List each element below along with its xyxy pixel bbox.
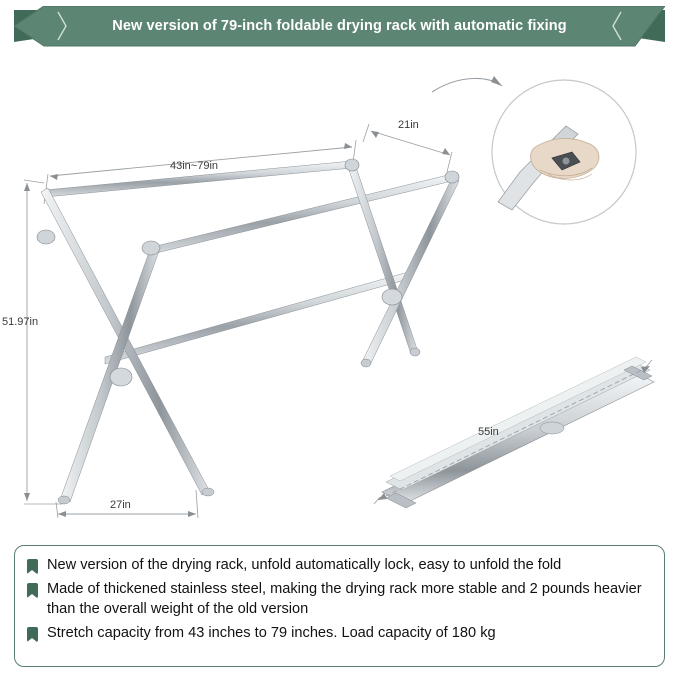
dimension-width-label: 43in~79in	[170, 160, 219, 172]
dimension-depth	[363, 119, 452, 172]
product-illustration	[0, 52, 679, 542]
dimension-base-width-label: 27in	[110, 499, 131, 511]
list-item	[27, 624, 650, 643]
banner-title: New version of 79-inch foldable drying rack with automatic fixing	[112, 18, 567, 34]
dimension-base-width	[56, 490, 198, 518]
feature-text: New version of the drying rack, unfold automatically lock, easy to unfold the fold	[47, 557, 562, 573]
list-item	[27, 556, 650, 575]
bookmark-bullet-icon	[27, 627, 38, 642]
detail-callout	[432, 76, 636, 224]
feature-text: Made of thickened stainless steel, making the drying rack more stable and 2 pounds heavier than the overall weight of the old version	[47, 581, 642, 617]
dimension-folded-label: 55in	[478, 426, 499, 438]
rack-main-frame	[37, 159, 459, 504]
dimension-depth-label: 21in	[398, 119, 419, 131]
folded-rack	[374, 357, 654, 508]
feature-list-panel	[14, 545, 665, 667]
dimension-height	[2, 180, 62, 504]
bookmark-bullet-icon	[27, 559, 38, 574]
header-banner	[14, 6, 665, 48]
feature-text: Stretch capacity from 43 inches to 79 inches. Load capacity of 180 kg	[47, 624, 496, 641]
list-item	[27, 580, 650, 619]
bookmark-bullet-icon	[27, 583, 38, 598]
dimension-height-label: 51.97in	[2, 316, 39, 328]
